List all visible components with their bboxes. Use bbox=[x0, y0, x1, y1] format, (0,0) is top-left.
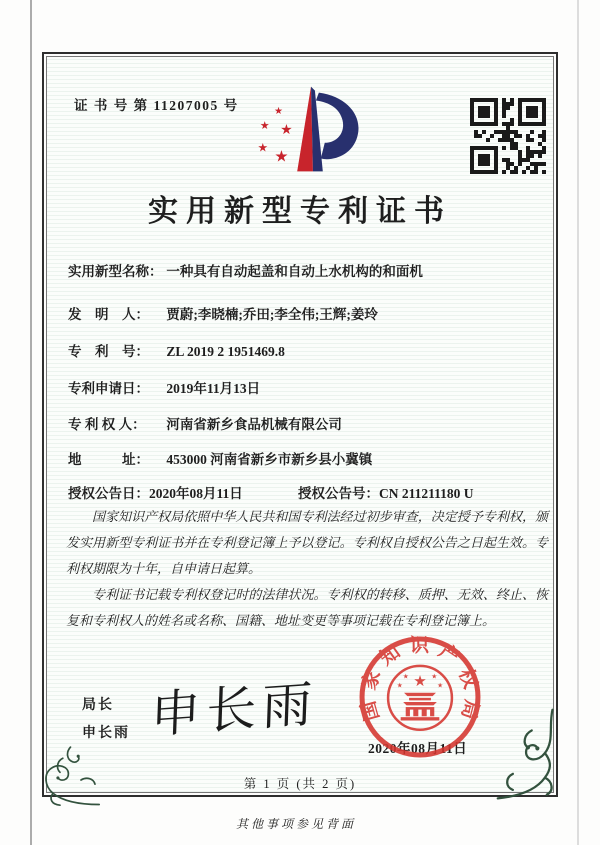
field-row-filing-date bbox=[68, 377, 554, 397]
svg-text:★: ★ bbox=[431, 672, 438, 681]
field-row-inventors bbox=[68, 303, 554, 323]
cnipa-logo-icon bbox=[246, 84, 374, 176]
qr-code-icon bbox=[470, 98, 546, 174]
page-number: 第 1 页 (共 2 页) bbox=[243, 777, 357, 791]
field-row-name bbox=[68, 260, 554, 280]
field-row-patent-number bbox=[68, 340, 554, 360]
svg-text:★: ★ bbox=[257, 140, 269, 155]
corner-flourish-right-icon bbox=[494, 704, 560, 806]
certificate-number: 证 书 号 第 11207005 号 bbox=[74, 98, 239, 113]
field-value: 453000 河南省新乡市新乡县小冀镇 bbox=[166, 452, 373, 467]
grant-date-group bbox=[68, 482, 243, 502]
svg-text:★: ★ bbox=[402, 672, 409, 681]
grant-number-group bbox=[298, 482, 474, 502]
field-row-patentee bbox=[68, 413, 554, 433]
legal-paragraph-1: 国家知识产权局依照中华人民共和国专利法经过初步审查，决定授予专利权，颁发实用新型专利证书并在专利登记簿上予以登记。专利权自授权公告之日起生效。专利权期限为十年，自申请日起算。 bbox=[66, 509, 548, 576]
svg-text:★: ★ bbox=[396, 681, 403, 690]
grant-number-label: 授权公告号： bbox=[298, 486, 379, 501]
field-value: 2019年11月13日 bbox=[166, 381, 261, 396]
field-label: 专利申请日： bbox=[68, 381, 149, 396]
svg-text:★: ★ bbox=[259, 119, 270, 133]
corner-flourish-left-icon bbox=[30, 738, 104, 808]
director-signature: 申长雨 bbox=[149, 675, 320, 744]
field-label: 地 址： bbox=[68, 452, 149, 467]
seal-date: 2020年08月11日 bbox=[368, 741, 468, 756]
scan-edge-line-right bbox=[577, 0, 579, 845]
certificate-title: 实用新型专利证书 bbox=[148, 195, 452, 228]
svg-text:★: ★ bbox=[437, 681, 444, 690]
official-seal-icon bbox=[357, 634, 483, 760]
svg-text:★: ★ bbox=[274, 106, 283, 118]
svg-text:★: ★ bbox=[280, 121, 293, 138]
legal-text-block bbox=[66, 504, 548, 634]
field-row-address bbox=[68, 448, 554, 468]
field-value: 贾蔚;李晓楠;乔田;李全伟;王辉;姜玲 bbox=[166, 307, 378, 322]
scan-edge-line bbox=[30, 0, 32, 845]
grant-number-value: CN 211211180 U bbox=[379, 486, 474, 501]
grant-date-value: 2020年08月11日 bbox=[149, 486, 243, 501]
field-label: 实用新型名称： bbox=[68, 264, 163, 279]
svg-text:★: ★ bbox=[413, 672, 427, 691]
legal-paragraph-2: 专利证书记载专利权登记时的法律状况。专利权的转移、质押、无效、终止、恢复和专利权人的姓名或名称、国籍、地址变更等事项记载在专利登记簿上。 bbox=[66, 587, 548, 628]
back-side-note: 其他事项参见背面 bbox=[236, 817, 357, 831]
field-value: 一种具有自动起盖和自动上水机构的和面机 bbox=[166, 264, 423, 279]
svg-text:★: ★ bbox=[274, 146, 289, 166]
grant-date-label: 授权公告日： bbox=[68, 486, 149, 501]
seal-ring-text: 国家知识产权局 bbox=[358, 635, 482, 723]
commissioner-name: 申长雨 bbox=[82, 726, 130, 741]
field-value: ZL 2019 2 1951469.8 bbox=[166, 344, 285, 359]
field-label: 专 利 号： bbox=[68, 344, 149, 359]
field-label: 发 明 人： bbox=[68, 307, 149, 322]
logo-stars bbox=[257, 106, 292, 165]
field-value: 河南省新乡食品机械有限公司 bbox=[166, 417, 342, 432]
commissioner-title: 局长 bbox=[82, 698, 114, 713]
national-emblem-icon bbox=[388, 666, 452, 730]
field-label: 专 利 权 人： bbox=[68, 417, 146, 432]
